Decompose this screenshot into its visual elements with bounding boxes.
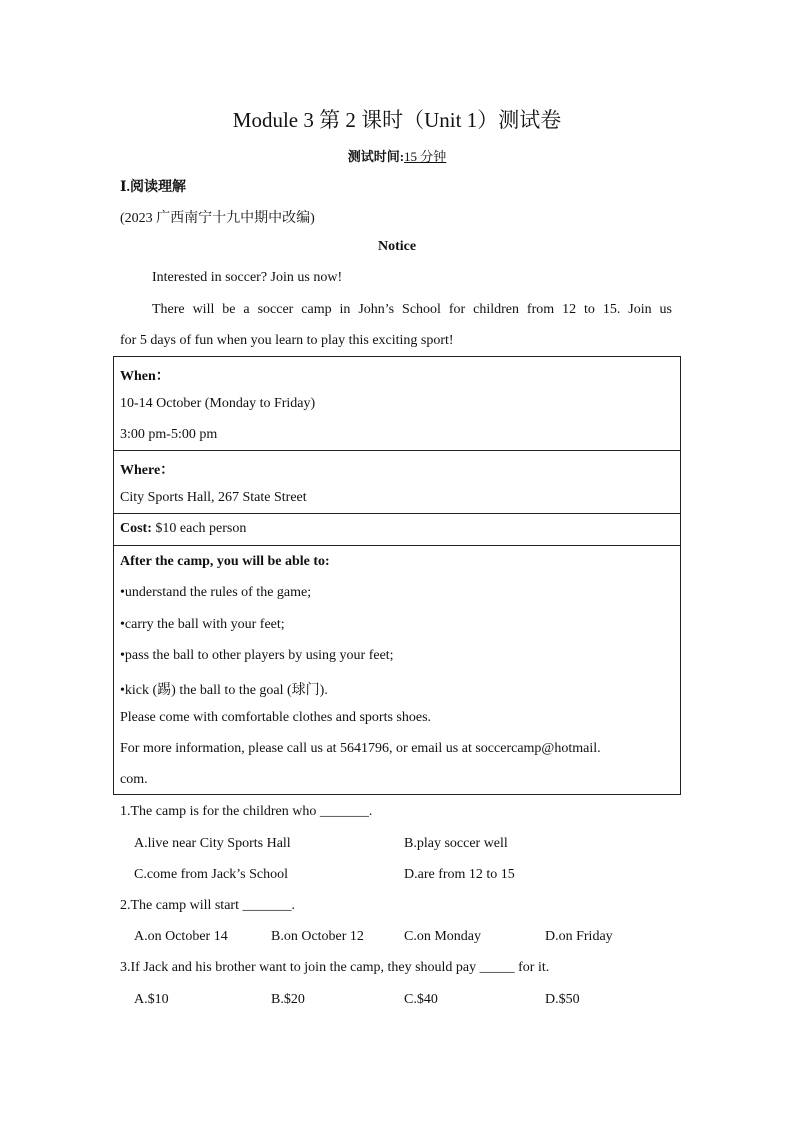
notice-paragraph-3: for 5 days of fun when you learn to play this exciting sport! (120, 333, 454, 348)
after-camp-label: After the camp, you will be able to: (120, 554, 330, 569)
question-option: B.on October 12 (271, 929, 364, 944)
when-label: When： (120, 369, 170, 384)
notice-title: Notice (377, 239, 417, 254)
test-time-value: 15 分钟 (404, 149, 447, 164)
question-option: D.are from 12 to 15 (404, 867, 515, 882)
clothing-note: Please come with comfortable clothes and sports shoes. (120, 710, 432, 725)
section-source: (2023 广西南宁十九中期中改编) (120, 211, 315, 226)
page-title: Module 3 第 2 课时（Unit 1）测试卷 (232, 108, 562, 132)
where-label: Where： (120, 463, 175, 478)
contact-info-continued: com. (120, 772, 148, 787)
when-cell (114, 357, 680, 451)
question-option: C.$40 (404, 992, 438, 1007)
cost-cell (114, 514, 680, 546)
cost-value: $10 each person (151, 521, 247, 536)
when-time: 3:00 pm-5:00 pm (120, 427, 218, 442)
contact-info: For more information, please call us at 5641796, or email us at soccercamp@hotmail. (120, 741, 601, 756)
where-value: City Sports Hall, 267 State Street (120, 490, 307, 505)
question-option: B.$20 (271, 992, 305, 1007)
skill-item: •pass the ball to other players by using your feet; (120, 648, 394, 663)
question-option: C.on Monday (404, 929, 481, 944)
where-cell (114, 451, 680, 514)
skill-item: •kick (踢) the ball to the goal (球门). (120, 683, 328, 698)
after-camp-cell (114, 546, 680, 794)
question-option: A.$10 (134, 992, 169, 1007)
cost-label: Cost: (120, 521, 152, 536)
skill-item: •understand the rules of the game; (120, 585, 312, 600)
question-stem: 3.If Jack and his brother want to join the camp, they should pay _____ for it. (120, 960, 550, 975)
question-option: D.on Friday (545, 929, 613, 944)
question-option: C.come from Jack’s School (134, 867, 288, 882)
test-time (0, 146, 794, 165)
question-stem: 1.The camp is for the children who _______. (120, 804, 373, 819)
question-option: A.live near City Sports Hall (134, 836, 291, 851)
notice-paragraph-2: There will be a soccer camp in John’s School for children from 12 to 15. Join us (152, 302, 672, 317)
question-option: A.on October 14 (134, 929, 228, 944)
notice-paragraph-1: Interested in soccer? Join us now! (152, 270, 343, 285)
when-date: 10-14 October (Monday to Friday) (120, 396, 316, 411)
question-option: D.$50 (545, 992, 580, 1007)
test-time-label: 测试时间: (347, 149, 405, 164)
notice-info-table (113, 356, 681, 795)
question-option: B.play soccer well (404, 836, 508, 851)
skill-item: •carry the ball with your feet; (120, 617, 285, 632)
question-stem: 2.The camp will start _______. (120, 898, 295, 913)
section-heading: Ⅰ.阅读理解 (120, 180, 187, 195)
cost-line (120, 521, 246, 537)
